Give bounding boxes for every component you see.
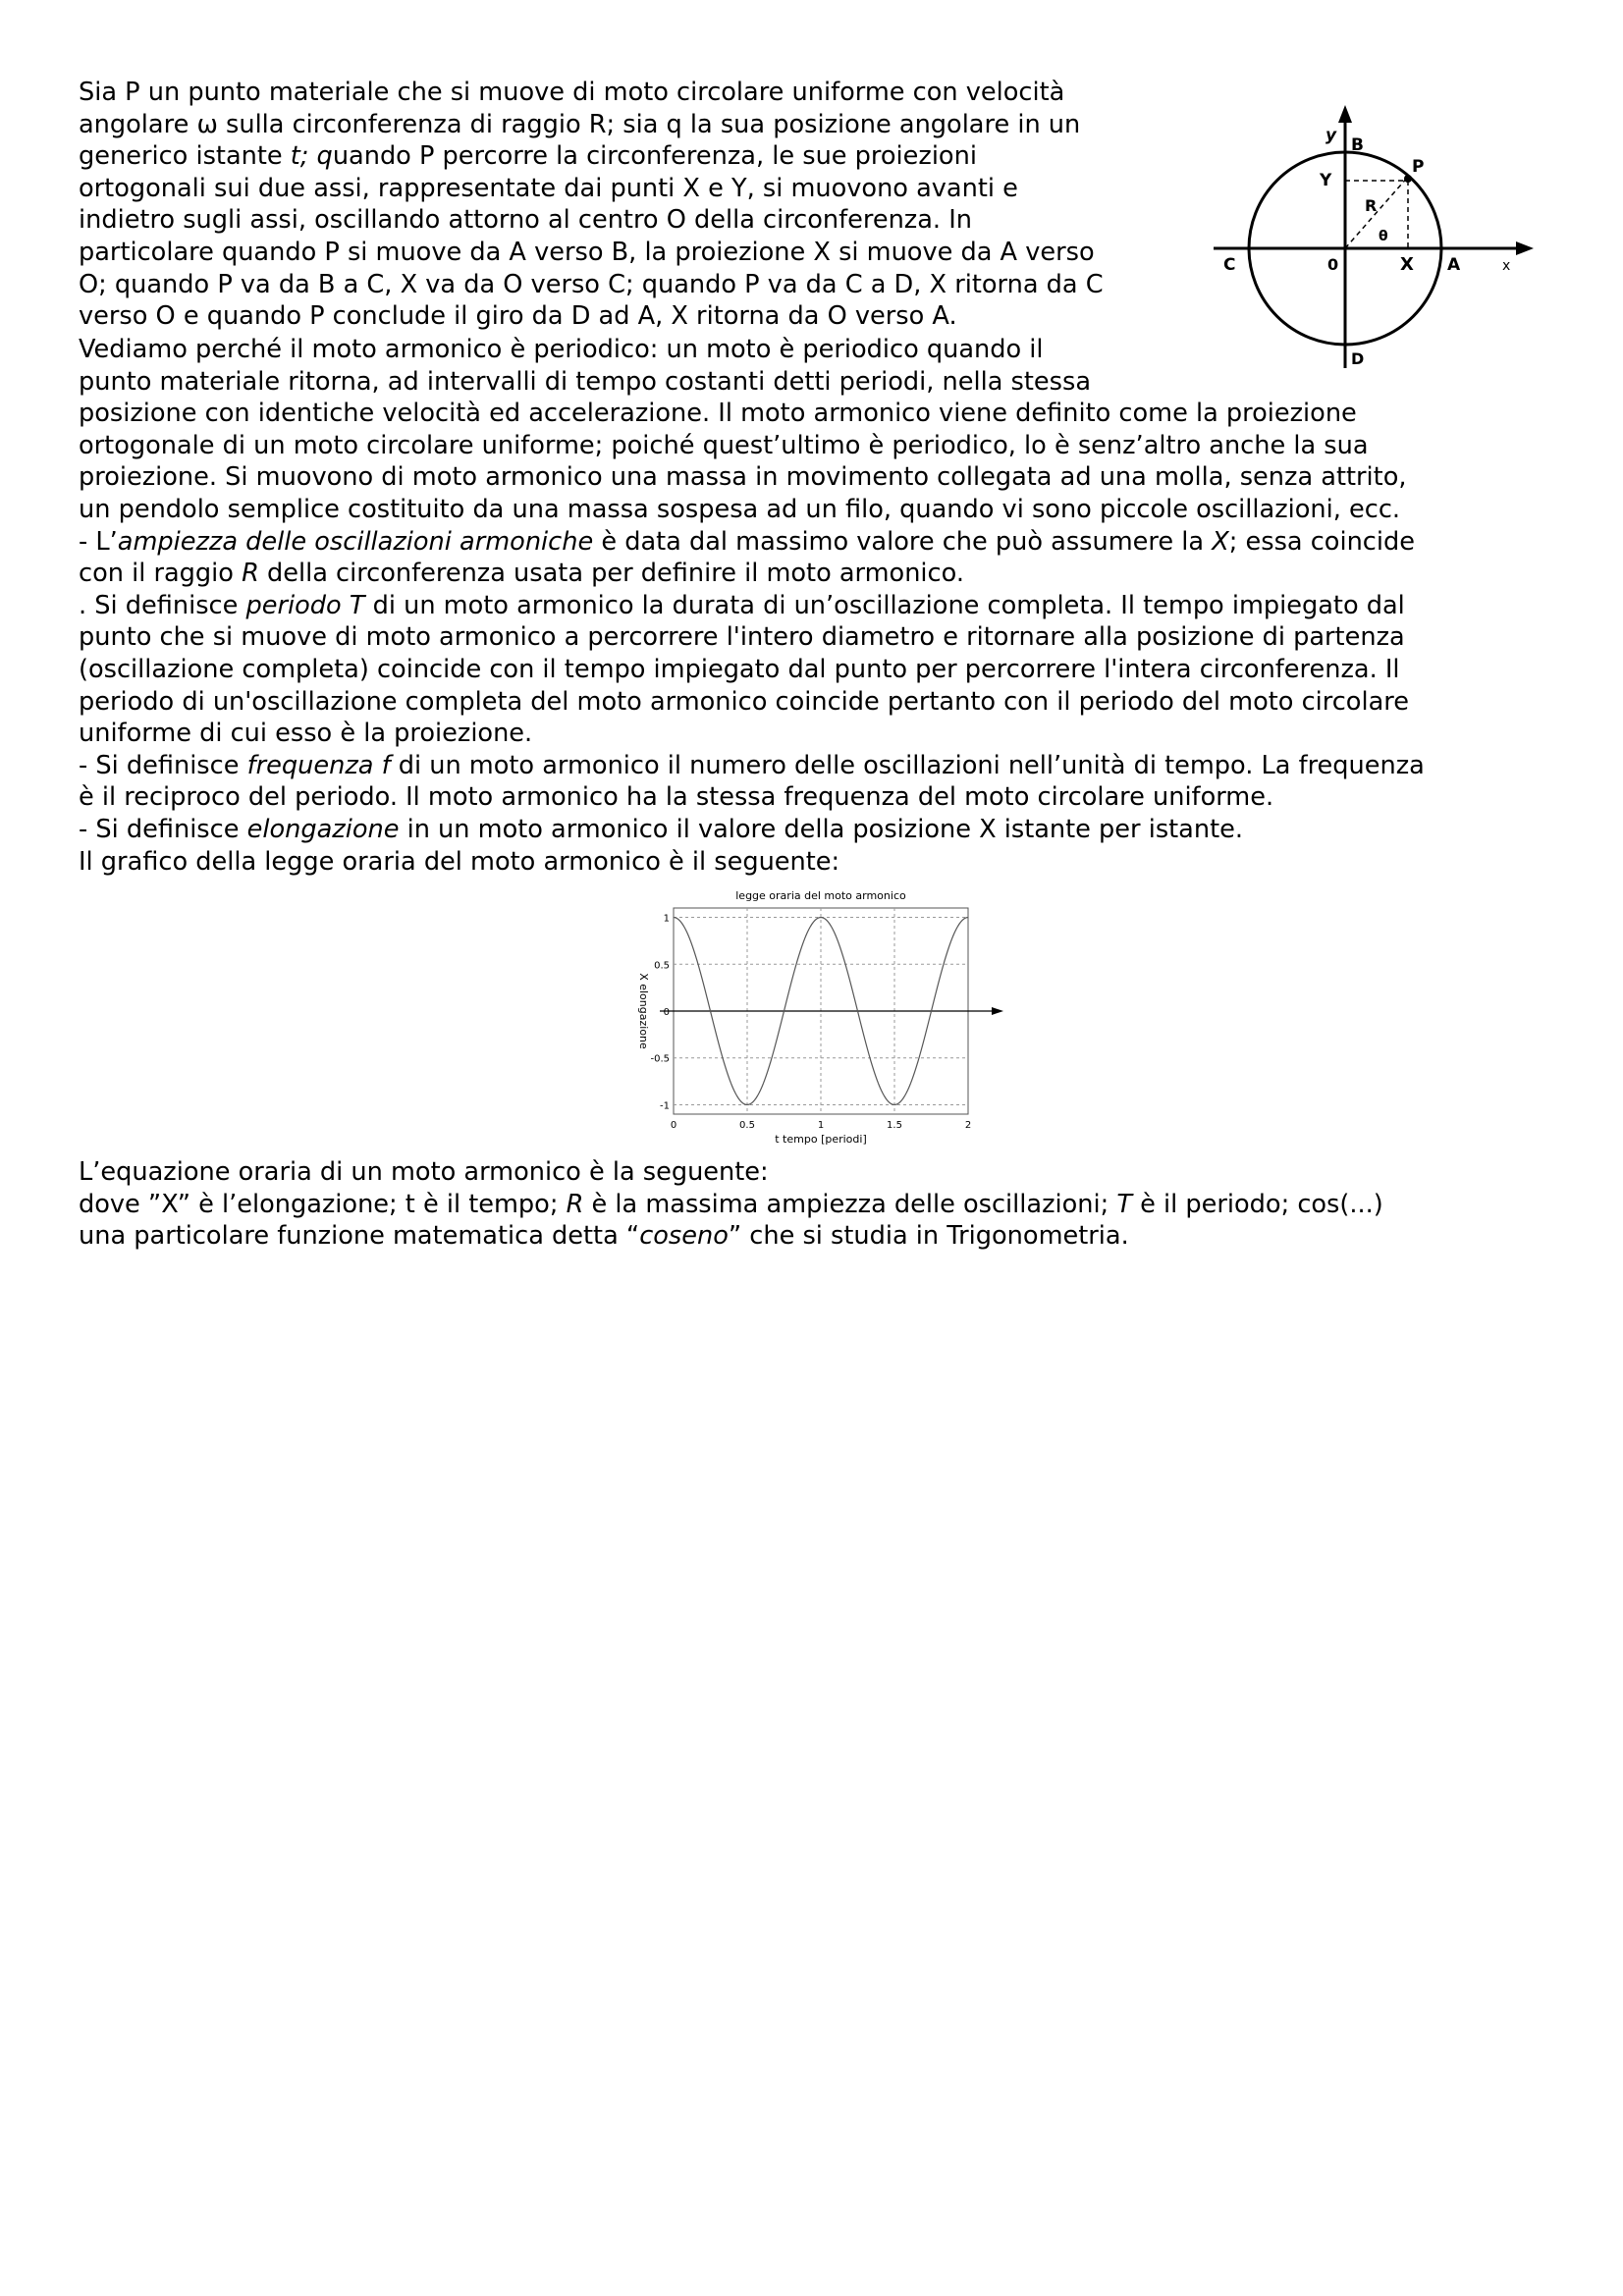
chart-x-label: t tempo [periodi]: [775, 1133, 867, 1146]
x-axis-label: x: [1502, 258, 1511, 274]
text-span: è il periodo; cos(...): [1132, 1189, 1383, 1219]
elongation-definition: [79, 814, 1571, 846]
text-line: verso O e quando P conclude il giro da D ad A, X ritorna da O verso A.: [79, 301, 957, 332]
circle-diagram-svg: [1210, 103, 1536, 374]
tick-layer: [650, 914, 971, 1131]
y-tick-label: 1: [663, 913, 670, 925]
harmonic-motion-chart: [619, 883, 1011, 1147]
text-span: uando P percorre la circonferenza, le sue proiezioni: [332, 141, 977, 172]
italic-term: elongazione: [246, 814, 400, 844]
text-line: posizione con identiche velocità ed accelerazione. Il moto armonico viene definito come la proiezione: [79, 399, 1357, 429]
label-r: R: [1365, 196, 1378, 215]
text-line: punto che si muove di moto armonico a percorrere l'intero diametro e ritornare alla posizione di partenza: [79, 622, 1405, 653]
text-span: di un moto armonico la durata di un’oscillazione completa. Il tempo impiegato dal: [364, 590, 1405, 620]
text-line: [79, 558, 1571, 590]
label-c: C: [1223, 255, 1236, 275]
point-p: [1404, 175, 1412, 183]
italic-term: t; q: [290, 141, 333, 172]
chart-y-label: X elongazione: [637, 973, 650, 1049]
text-line: [79, 1189, 1571, 1221]
text-line: [79, 1220, 1571, 1253]
text-span: è la massima ampiezza delle oscillazioni;: [583, 1189, 1117, 1219]
text-line: Sia P un punto materiale che si muove di moto circolare uniforme con velocità: [79, 78, 1065, 107]
text-span: ” che si studia in Trigonometria.: [728, 1221, 1129, 1252]
text-span: . Si definisce: [79, 590, 246, 620]
text-span: dove ”X” è l’elongazione; t è il tempo;: [79, 1189, 567, 1219]
text-span: di un moto armonico il numero delle oscillazioni nell’unità di tempo. La frequenza: [390, 750, 1425, 780]
x-tick-label: 1.5: [887, 1120, 902, 1131]
x-tick-label: 1: [817, 1120, 825, 1131]
italic-term: ampiezza delle oscillazioni armoniche: [117, 526, 594, 557]
text-span: una particolare funzione matematica detta “: [79, 1221, 640, 1252]
period-definition: [79, 590, 1571, 622]
label-theta: θ: [1379, 229, 1388, 244]
italic-term: R: [566, 1189, 584, 1219]
chart-svg: [619, 883, 1011, 1147]
circle-diagram: [1210, 103, 1536, 374]
y-tick-label: -1: [660, 1100, 670, 1112]
label-b: B: [1351, 135, 1364, 155]
graph-intro: Il grafico della legge oraria del moto armonico è il seguente:: [79, 846, 840, 877]
text-line: ortogonale di un moto circolare uniforme; poiché quest’ultimo è periodico, lo è senz’altro anche la sua: [79, 430, 1369, 460]
text-line: Vediamo perché il moto armonico è periodico: un moto è periodico quando il: [79, 335, 1044, 364]
italic-term: X: [1212, 526, 1229, 557]
y-tick-label: 0: [663, 1007, 670, 1018]
text-line: è il reciproco del periodo. Il moto armonico ha la stessa frequenza del moto circolare uniforme.: [79, 782, 1274, 813]
text-line: angolare ω sulla circonferenza di raggio R; sia q la sua posizione angolare in un: [79, 109, 1081, 139]
label-x: X: [1400, 254, 1414, 275]
text-span: - Si definisce: [79, 750, 247, 780]
text-span: della circonferenza usata per definire il moto armonico.: [258, 559, 964, 589]
text-span: - Si definisce: [79, 814, 247, 844]
text-span: - L’: [79, 526, 118, 557]
italic-term: coseno: [639, 1221, 729, 1252]
text-line: O; quando P va da B a C, X va da O verso C; quando P va da C a D, X ritorna da C: [79, 269, 1104, 299]
frequency-definition: [79, 750, 1571, 782]
text-line: uniforme di cui esso è la proiezione.: [79, 719, 533, 749]
text-span: ; essa coincide: [1228, 526, 1415, 557]
label-p: P: [1412, 157, 1425, 177]
x-tick-label: 2: [964, 1120, 972, 1131]
y-tick-label: 0.5: [654, 960, 670, 972]
text-span: con il raggio: [79, 559, 243, 589]
italic-term: frequenza f: [246, 750, 391, 780]
text-span: è data dal massimo valore che può assumere la: [593, 526, 1213, 557]
text-span: in un moto armonico il valore della posizione X istante per istante.: [399, 814, 1244, 844]
text-line: L’equazione oraria di un moto armonico è la seguente:: [79, 1157, 769, 1187]
text-line: particolare quando P si muove da A verso B, la proiezione X si muove da A verso: [79, 237, 1095, 267]
y-axis-arrow: [1338, 105, 1352, 123]
y-tick-label: -0.5: [650, 1053, 670, 1065]
italic-term: R: [242, 559, 259, 589]
text-line: [79, 140, 1208, 173]
x-tick-label: 0: [670, 1120, 677, 1131]
x-axis-arrow: [1516, 241, 1534, 255]
y-axis-label: y: [1325, 126, 1337, 145]
italic-term: T: [1116, 1189, 1132, 1219]
intro-paragraph: [79, 77, 1208, 333]
label-a: A: [1447, 255, 1461, 275]
text-line: indietro sugli assi, oscillando attorno al centro O della circonferenza. In: [79, 205, 972, 236]
text-line: punto materiale ritorna, ad intervalli di tempo costanti detti periodi, nella stessa: [79, 366, 1092, 397]
x-tick-label: 0.5: [739, 1120, 755, 1131]
periodic-motion-paragraph: [79, 334, 1571, 878]
label-y: Y: [1320, 171, 1332, 190]
text-span: generico istante: [79, 141, 291, 172]
italic-term: periodo T: [245, 590, 365, 620]
text-line: un pendolo semplice costituito da una massa sospesa ad un filo, quando vi sono piccole oscillazioni, ecc.: [79, 494, 1401, 524]
label-o: 0: [1327, 255, 1339, 274]
equation-paragraph: [79, 1156, 1571, 1253]
label-d: D: [1351, 349, 1365, 368]
chart-title: legge oraria del moto armonico: [735, 889, 906, 902]
text-line: (oscillazione completa) coincide con il tempo impiegato dal punto per percorrere l'intera circonferenza. Il: [79, 654, 1400, 684]
text-line: periodo di un'oscillazione completa del moto armonico coincide pertanto con il periodo del moto circolare: [79, 686, 1409, 717]
text-line: proiezione. Si muovono di moto armonico una massa in movimento collegata ad una molla, senza attrito,: [79, 462, 1407, 493]
chart-x-axis-arrow: [992, 1007, 1003, 1015]
amplitude-definition: [79, 526, 1571, 559]
text-line: ortogonali sui due assi, rappresentate dai punti X e Y, si muovono avanti e: [79, 173, 1018, 203]
